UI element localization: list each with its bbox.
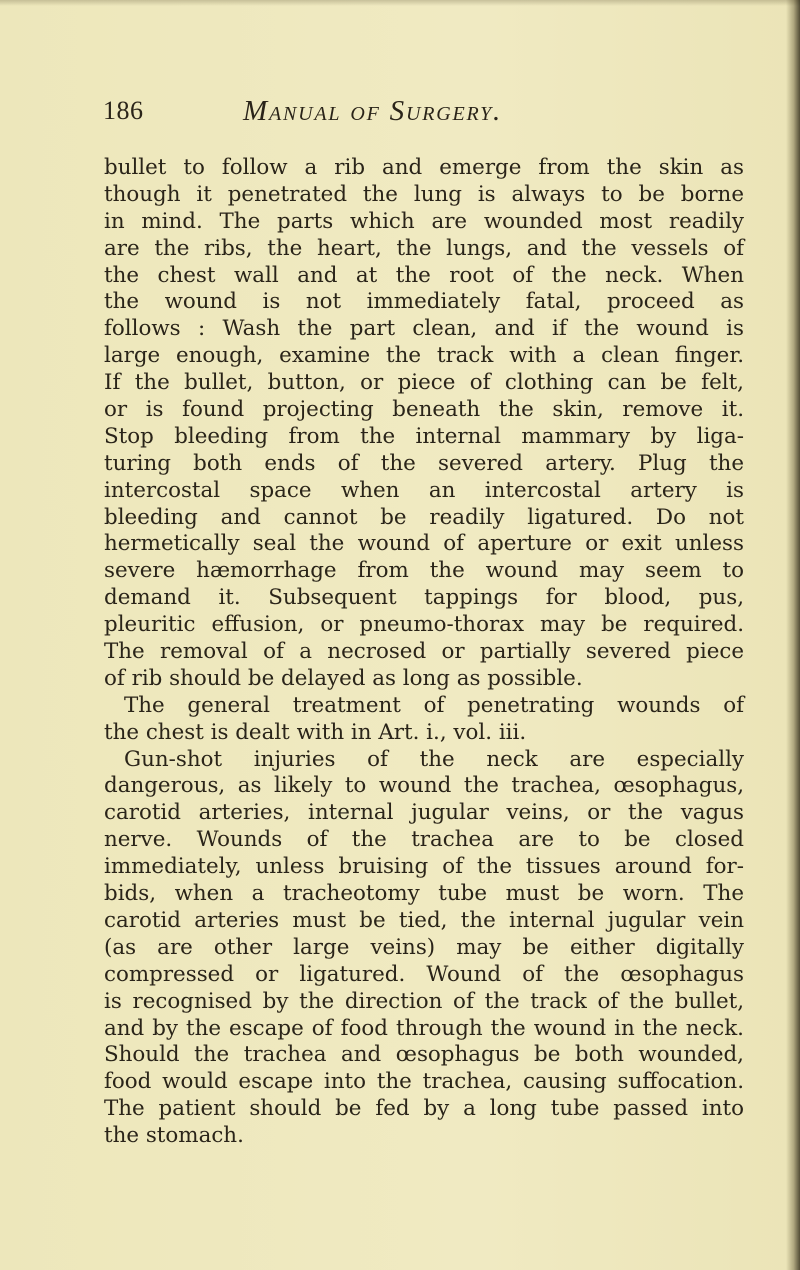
text-line: of rib should be delayed as long as possible. xyxy=(104,665,583,691)
text-line: follows : Wash the part clean, and if the wound is xyxy=(104,316,744,342)
text-line: dangerous, as likely to wound the trachea, œsophagus, xyxy=(104,773,744,799)
text-line: carotid arteries, internal jugular veins, or the vagus xyxy=(104,800,744,826)
page-top-edge-shadow xyxy=(0,0,800,6)
page-number: 186 xyxy=(103,96,144,125)
text-line: demand it. Subsequent tappings for blood, pus, xyxy=(104,585,744,611)
text-line: bullet to follow a rib and emerge from the skin as xyxy=(104,155,744,180)
body-text xyxy=(104,155,744,1150)
text-line: If the bullet, button, or piece of clothing can be felt, xyxy=(104,370,744,396)
text-line: bleeding and cannot be readily ligatured. Do not xyxy=(104,504,744,530)
running-header xyxy=(0,96,800,136)
text-line: large enough, examine the track with a clean finger. xyxy=(104,343,744,369)
text-line: bids, when a tracheotomy tube must be worn. The xyxy=(104,881,744,907)
text-line: The patient should be fed by a long tube passed into xyxy=(104,1096,744,1122)
text-line: Stop bleeding from the internal mammary by liga- xyxy=(104,423,744,449)
text-line: and by the escape of food through the wound in the neck. xyxy=(104,1015,744,1041)
text-line: food would escape into the trachea, causing suffocation. xyxy=(104,1069,744,1095)
text-line: intercostal space when an intercostal artery is xyxy=(104,477,744,503)
text-line: the stomach. xyxy=(104,1123,244,1149)
text-line: severe hæmorrhage from the wound may seem to xyxy=(104,558,744,584)
text-line: the chest wall and at the root of the neck. When xyxy=(104,262,744,288)
text-line: nerve. Wounds of the trachea are to be closed xyxy=(104,827,744,853)
text-line: compressed or ligatured. Wound of the œsophagus xyxy=(104,961,744,987)
text-line: is recognised by the direction of the track of the bullet, xyxy=(104,988,744,1014)
text-line: are the ribs, the heart, the lungs, and the vessels of xyxy=(104,235,744,261)
running-title: Manual of Surgery. xyxy=(243,95,503,127)
text-line: turing both ends of the severed artery. Plug the xyxy=(104,450,744,476)
text-line: The removal of a necrosed or partially severed piece xyxy=(104,639,744,665)
text-line: Gun-shot injuries of the neck are especially xyxy=(124,746,744,772)
text-line: though it penetrated the lung is always to be borne xyxy=(104,181,744,207)
text-line: carotid arteries must be tied, the internal jugular vein xyxy=(104,907,744,933)
page-right-edge-shadow xyxy=(786,0,800,1270)
text-line: the chest is dealt with in Art. i., vol. iii. xyxy=(104,719,527,745)
text-line: The general treatment of penetrating wounds of xyxy=(124,692,744,718)
text-line: the wound is not immediately fatal, proceed as xyxy=(104,289,744,315)
text-line: hermetically seal the wound of aperture or exit unless xyxy=(104,531,744,557)
text-line: pleuritic effusion, or pneumo-thorax may be required. xyxy=(104,612,744,638)
text-line: Should the trachea and œsophagus be both wounded, xyxy=(104,1042,744,1068)
text-line: or is found projecting beneath the skin, remove it. xyxy=(104,397,744,423)
text-line: in mind. The parts which are wounded most readily xyxy=(104,208,744,234)
text-line: (as are other large veins) may be either digitally xyxy=(104,934,744,960)
text-line: immediately, unless bruising of the tissues around for- xyxy=(104,854,744,880)
